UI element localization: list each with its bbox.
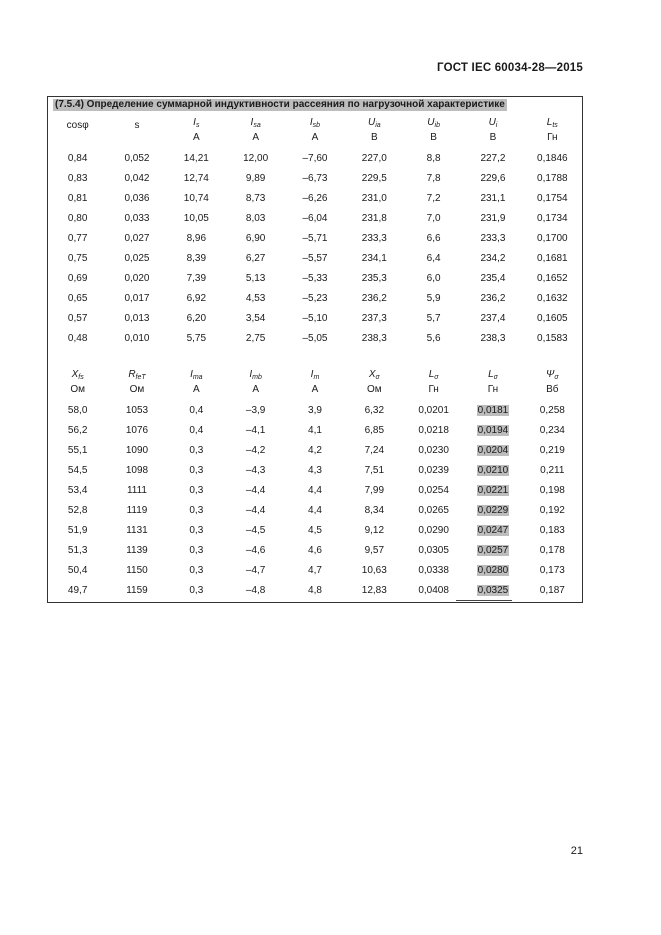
- table-cell: –4,8: [245, 585, 266, 596]
- table-cell: 0,65: [67, 293, 88, 304]
- table-cell: 50,4: [67, 565, 88, 576]
- table-cell: 0,0408: [418, 585, 449, 596]
- table-cell: 0,0201: [418, 405, 449, 416]
- table-cell: –4,4: [245, 485, 266, 496]
- table-cell: 0,81: [67, 193, 88, 204]
- table-cell: 4,8: [308, 585, 322, 596]
- table-cell: –4,2: [245, 445, 266, 456]
- table-cell: [463, 421, 522, 441]
- table-cell: –4,3: [245, 465, 266, 476]
- table-cell: 1119: [126, 505, 148, 516]
- table-cell: 0,1652: [537, 273, 568, 284]
- column-header-unit: [107, 132, 166, 146]
- table-cell: 10,05: [183, 213, 209, 224]
- table-cell: –7,60: [302, 153, 328, 164]
- table-row: [48, 441, 582, 461]
- table-cell: –5,10: [302, 313, 328, 324]
- table-cell: 5,7: [426, 313, 441, 324]
- table-cell: 8,96: [186, 233, 207, 244]
- table-cell: 52,8: [67, 505, 88, 516]
- table-cell: 53,4: [67, 485, 88, 496]
- column-header-symbol: $I_{sb}$: [309, 117, 321, 129]
- table-cell: 1098: [125, 465, 149, 476]
- column-header-unit: Ом: [129, 384, 145, 395]
- column-header-unit: А: [252, 132, 259, 143]
- column-header-unit: Гн: [547, 132, 558, 143]
- column-header-unit: Гн: [487, 384, 499, 395]
- table-cell: 49,7: [67, 585, 88, 596]
- table-row: [48, 401, 582, 421]
- leakage-inductance-table: [48, 369, 582, 601]
- column-header-unit: [48, 132, 107, 146]
- table-cell: 229,5: [361, 173, 387, 184]
- table-row: [48, 541, 582, 561]
- table-cell: 0,036: [124, 193, 150, 204]
- table-cell: 0,192: [539, 505, 565, 516]
- table-cell: –6,04: [302, 213, 328, 224]
- table-cell: 0,3: [189, 525, 204, 536]
- column-header-unit: А: [311, 384, 319, 395]
- table-cell: –4,1: [245, 425, 266, 436]
- table-cell: 0,0338: [418, 565, 449, 576]
- table-cell: 0,57: [67, 313, 88, 324]
- table-cell: 0,0230: [418, 445, 449, 456]
- table-cell: 4,7: [308, 565, 322, 576]
- table-cell: 237,3: [361, 313, 387, 324]
- table-cell: 1053: [125, 405, 149, 416]
- table-cell: 3,9: [308, 405, 322, 416]
- table-cell: [463, 401, 522, 421]
- column-header-symbol: $I_s$: [193, 117, 200, 129]
- table-cell: 235,4: [480, 273, 506, 284]
- column-header-unit: В: [489, 132, 497, 143]
- table-cell: –4,6: [245, 545, 266, 556]
- table-row: [48, 149, 582, 169]
- table-cell: 7,99: [364, 485, 385, 496]
- table-cell: 0,1605: [537, 313, 568, 324]
- column-header-symbol: $\Psi_\sigma$: [546, 369, 559, 381]
- table-row: [48, 329, 582, 349]
- table-cell: 233,3: [480, 233, 506, 244]
- table-row: [48, 421, 582, 441]
- table-cell: 0,1754: [537, 193, 568, 204]
- standard-designation: ГОСТ IEC 60034-28—2015: [437, 62, 583, 74]
- table-cell: [463, 541, 522, 561]
- column-header-symbol: $I_{mb}$: [249, 369, 262, 381]
- table-row: [48, 501, 582, 521]
- table-cell: 238,3: [480, 333, 506, 344]
- table-cell: 0,033: [124, 213, 150, 224]
- table-cell: 0,219: [539, 445, 565, 456]
- table-cell: 10,63: [361, 565, 387, 576]
- table-cell: 1111: [126, 485, 147, 496]
- column-header-symbol: $U_{ib}$: [427, 117, 440, 129]
- table-cell: 227,2: [480, 153, 506, 164]
- table-cell: 0,77: [67, 233, 88, 244]
- data-frame: [47, 96, 583, 603]
- table-row: [48, 189, 582, 209]
- table-cell: 0,258: [539, 405, 565, 416]
- highlighted-value: 0,0221: [477, 485, 509, 496]
- table-cell: 9,89: [245, 173, 266, 184]
- table-row: [48, 521, 582, 541]
- table-cell: –5,33: [302, 273, 328, 284]
- table-cell: 227,0: [361, 153, 387, 164]
- table-cell: 4,2: [308, 445, 322, 456]
- table-cell: 0,211: [540, 465, 565, 476]
- table-cell: 6,90: [245, 233, 266, 244]
- column-header-unit: А: [311, 132, 319, 143]
- table-cell: 55,1: [67, 445, 88, 456]
- table-cell: 12,74: [183, 173, 209, 184]
- table-cell: 0,1700: [537, 233, 568, 244]
- table-cell: 7,51: [364, 465, 385, 476]
- column-header-symbol: $I_m$: [310, 369, 320, 381]
- table-cell: 0,3: [189, 545, 204, 556]
- table-cell: 2,75: [245, 333, 266, 344]
- table-cell: 7,8: [426, 173, 441, 184]
- table-row: [48, 461, 582, 481]
- table-cell: 0,025: [124, 253, 150, 264]
- table-cell: 9,12: [364, 525, 385, 536]
- table-cell: 231,1: [480, 193, 506, 204]
- table-cell: 0,234: [539, 425, 565, 436]
- table-cell: 6,92: [186, 293, 207, 304]
- table-cell: 6,20: [186, 313, 207, 324]
- table-cell: 4,6: [308, 545, 322, 556]
- table-cell: 1139: [126, 545, 148, 556]
- table-cell: 0,0265: [418, 505, 449, 516]
- table-cell: 10,74: [183, 193, 209, 204]
- table-cell: 12,83: [361, 585, 387, 596]
- table-cell: 6,85: [364, 425, 385, 436]
- table-cell: 6,27: [245, 253, 266, 264]
- table-cell: 0,3: [189, 585, 204, 596]
- table-cell: 6,6: [426, 233, 441, 244]
- table-cell: 4,1: [308, 425, 322, 436]
- column-header-symbol: $R_{feT}$: [128, 369, 146, 381]
- column-header-symbol: $U_{ia}$: [367, 117, 381, 129]
- table-cell: 0,3: [189, 565, 204, 576]
- column-header-symbol: $L_\sigma$: [428, 369, 439, 381]
- column-header-unit: Вб: [546, 384, 559, 395]
- table-cell: 0,1734: [537, 213, 568, 224]
- table-cell: 5,13: [245, 273, 266, 284]
- table-cell: –4,7: [245, 565, 266, 576]
- table-cell: 0,75: [67, 253, 88, 264]
- table-cell: 0,042: [124, 173, 150, 184]
- table-cell: 236,2: [361, 293, 387, 304]
- table-cell: 0,187: [539, 585, 565, 596]
- column-header-unit: А: [192, 132, 200, 143]
- table-cell: 0,48: [67, 333, 88, 344]
- table-cell: 5,75: [186, 333, 207, 344]
- table-cell: 0,010: [124, 333, 150, 344]
- table-cell: 237,4: [480, 313, 506, 324]
- table-cell: [463, 441, 522, 461]
- table-cell: 0,4: [189, 405, 204, 416]
- table-cell: 0,0254: [418, 485, 449, 496]
- column-header-symbol: cosφ: [66, 120, 89, 131]
- table-cell: 7,0: [426, 213, 441, 224]
- table-cell: –4,4: [245, 505, 266, 516]
- table-cell: 56,2: [67, 425, 88, 436]
- table-cell: 7,24: [364, 445, 385, 456]
- table-cell: –6,26: [302, 193, 328, 204]
- table-cell: [463, 581, 522, 601]
- highlighted-value: 0,0280: [477, 565, 509, 576]
- table-row: [48, 229, 582, 249]
- table-cell: 1159: [126, 585, 148, 596]
- table-cell: –3,9: [245, 405, 266, 416]
- table-cell: 3,54: [245, 313, 266, 324]
- section-caption: (7.5.4) Определение суммарной индуктивности рассеяния по нагрузочной характеристике: [55, 99, 505, 110]
- table-cell: 0,69: [67, 273, 88, 284]
- table-cell: 8,34: [364, 505, 385, 516]
- table-cell: 9,57: [364, 545, 385, 556]
- column-header-symbol: $X_{fs}$: [71, 369, 84, 381]
- highlighted-value: 0,0247: [477, 525, 509, 536]
- table-cell: 8,39: [186, 253, 207, 264]
- table-cell: –5,05: [302, 333, 328, 344]
- table-cell: [463, 521, 522, 541]
- table-cell: 238,3: [361, 333, 387, 344]
- table-cell: –5,71: [302, 233, 328, 244]
- table-cell: 0,013: [124, 313, 150, 324]
- column-header-symbol: $L_{ts}$: [546, 117, 558, 129]
- table-row: [48, 309, 582, 329]
- table-cell: 229,6: [480, 173, 506, 184]
- table-cell: 0,052: [124, 153, 150, 164]
- table-cell: 0,0239: [418, 465, 449, 476]
- table-cell: 0,4: [189, 425, 204, 436]
- table-cell: [463, 561, 522, 581]
- highlighted-value: 0,0229: [477, 505, 509, 516]
- table-cell: [463, 461, 522, 481]
- column-header-symbol: $X_\sigma$: [368, 369, 380, 381]
- table-cell: 234,1: [361, 253, 387, 264]
- table-cell: 0,84: [67, 153, 88, 164]
- table-cell: 1076: [125, 425, 149, 436]
- table-cell: 54,5: [67, 465, 88, 476]
- column-header-unit: Ом: [70, 384, 85, 395]
- column-header-unit: Ом: [366, 384, 382, 395]
- table-cell: 4,53: [245, 293, 266, 304]
- table-cell: 0,83: [67, 173, 88, 184]
- table-cell: –6,73: [302, 173, 328, 184]
- highlighted-value: 0,0325: [477, 585, 509, 596]
- table-cell: 233,3: [361, 233, 387, 244]
- table-row: [48, 561, 582, 581]
- table-cell: [463, 481, 522, 501]
- table-row: [48, 481, 582, 501]
- table-cell: 0,80: [67, 213, 88, 224]
- table-cell: 0,3: [189, 485, 204, 496]
- table-cell: 0,0218: [418, 425, 449, 436]
- table-cell: 1131: [126, 525, 148, 536]
- table-cell: 0,0290: [418, 525, 449, 536]
- table-row: [48, 581, 582, 601]
- table-cell: 5,6: [426, 333, 441, 344]
- table-cell: 0,173: [539, 565, 565, 576]
- table-row: [48, 289, 582, 309]
- table-cell: 0,020: [124, 273, 150, 284]
- table-cell: 6,0: [426, 273, 441, 284]
- table-cell: –5,23: [302, 293, 328, 304]
- table-cell: 8,73: [245, 193, 266, 204]
- table-cell: 231,0: [361, 193, 387, 204]
- column-header-unit: Гн: [428, 384, 439, 395]
- table-cell: 0,1846: [537, 153, 568, 164]
- table-cell: –4,5: [245, 525, 266, 536]
- column-header-symbol: $U_i$: [488, 117, 498, 129]
- table-cell: 12,00: [243, 153, 269, 164]
- table-cell: 0,1681: [537, 253, 568, 264]
- table-cell: 4,3: [308, 465, 322, 476]
- table-cell: 0,017: [124, 293, 150, 304]
- table-cell: 7,39: [186, 273, 207, 284]
- table-cell: 236,2: [480, 293, 506, 304]
- table-cell: 58,0: [67, 405, 88, 416]
- table-cell: 51,9: [67, 525, 88, 536]
- column-header-unit: В: [370, 132, 378, 143]
- table-cell: 8,03: [245, 213, 266, 224]
- table-row: [48, 209, 582, 229]
- highlighted-value: 0,0181: [477, 405, 509, 416]
- table-cell: 0,198: [539, 485, 565, 496]
- table-cell: 234,2: [480, 253, 506, 264]
- load-characteristic-table: [48, 117, 582, 349]
- table-cell: 0,027: [124, 233, 150, 244]
- table-cell: 6,32: [364, 405, 385, 416]
- table-cell: 4,4: [308, 505, 322, 516]
- table-row: [48, 249, 582, 269]
- table-row: [48, 269, 582, 289]
- table-cell: [463, 501, 522, 521]
- table-cell: 8,8: [426, 153, 441, 164]
- table-cell: 4,4: [308, 485, 322, 496]
- table-cell: 0,3: [189, 505, 204, 516]
- column-header-unit: А: [192, 384, 200, 395]
- table-cell: 0,1788: [537, 173, 568, 184]
- highlighted-value: 0,0257: [477, 545, 509, 556]
- table-cell: 0,3: [189, 445, 204, 456]
- table-cell: 0,3: [189, 465, 204, 476]
- column-header-symbol: $L_\sigma$: [488, 369, 498, 381]
- table-cell: 235,3: [361, 273, 387, 284]
- table-cell: 1090: [125, 445, 149, 456]
- table-cell: 6,4: [426, 253, 441, 264]
- column-header-symbol: s: [134, 120, 140, 131]
- column-header-symbol: $I_{sa}$: [250, 117, 261, 129]
- table-cell: 51,3: [67, 545, 88, 556]
- column-header-unit: А: [252, 384, 259, 395]
- table-cell: 7,2: [426, 193, 441, 204]
- highlighted-value: 0,0204: [477, 445, 509, 456]
- column-header-unit: В: [430, 132, 437, 143]
- table-cell: 1150: [126, 565, 148, 576]
- column-underline: [456, 600, 512, 601]
- table-cell: 4,5: [308, 525, 322, 536]
- table-cell: 231,9: [480, 213, 506, 224]
- table-row: [48, 169, 582, 189]
- highlighted-value: 0,0194: [477, 425, 509, 436]
- page-number: 21: [570, 845, 583, 857]
- table-cell: 0,178: [539, 545, 565, 556]
- table-cell: 5,9: [426, 293, 441, 304]
- column-header-symbol: $I_{ma}$: [190, 369, 203, 381]
- table-cell: 0,0305: [418, 545, 449, 556]
- highlighted-value: 0,0210: [477, 465, 509, 476]
- table-cell: 0,183: [539, 525, 565, 536]
- table-cell: 0,1583: [537, 333, 568, 344]
- table-cell: 231,8: [361, 213, 387, 224]
- table-cell: 14,21: [183, 153, 209, 164]
- table-cell: –5,57: [302, 253, 328, 264]
- table-cell: 0,1632: [537, 293, 568, 304]
